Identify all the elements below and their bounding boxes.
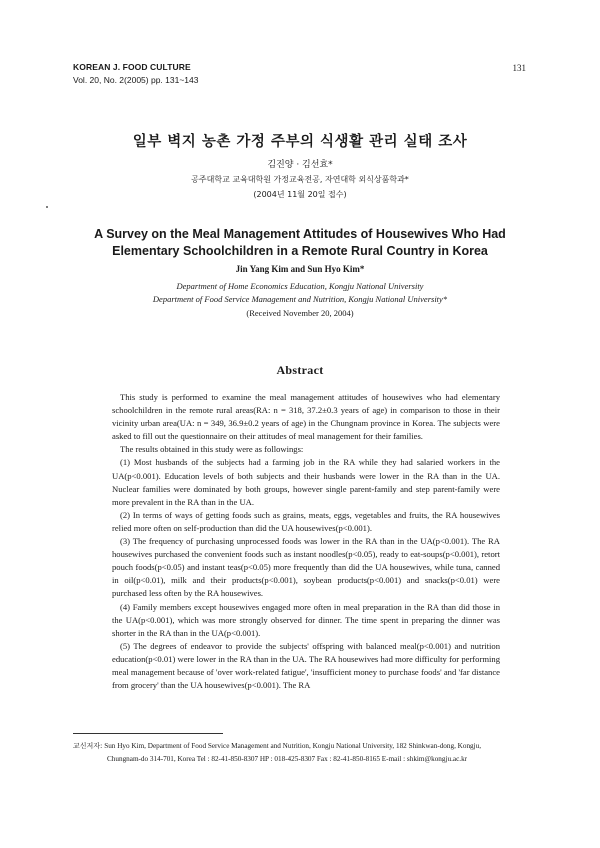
english-authors: Jin Yang Kim and Sun Hyo Kim* — [235, 264, 365, 274]
footnote-text: Chungnam-do 314-701, Korea Tel : 82-41-850-8307 HP : 018-425-8307 Fax : 82-41-850-8165 E-mail : shkim@kongju.ac.kr — [107, 755, 468, 763]
english-affiliation — [60, 280, 540, 306]
abstract-body — [112, 391, 500, 692]
korean-affiliation: 공주대학교 교육대학원 가정교육전공, 자연대학 외식상품학과* — [191, 175, 409, 184]
abstract-paragraph: This study is performed to examine the meal management attitudes of housewives who had elementary schoolchildren in the remote rural areas(RA: n = 318, 37.2±0.3 years of age) in comparison to those in their vicinity urban area(UA: n = 349, 36.9±0.2 years of age) in the Chungnam province in Korea. The subjects were asked to fill out the questionnaire on their attitudes of meal management for their families. — [112, 392, 500, 442]
affiliation-line: Department of Food Service Management and Nutrition, Kongju National University* — [152, 294, 448, 304]
page-number: 131 — [512, 63, 526, 73]
affiliation-line: Department of Home Economics Education, Kongju National University — [176, 281, 424, 291]
korean-authors: 김진양 · 김선효* — [267, 160, 333, 170]
scan-speck — [46, 206, 48, 208]
abstract-paragraph: (4) Family members except housewives engaged more often in meal preparation in the RA than did those in the UA(p<0.001), which was more strongly observed for dinner. The time spent in preparing the dinner was shorter in the RA than in the UA(p<0.001). — [112, 601, 500, 638]
journal-name: KOREAN J. FOOD CULTURE — [73, 62, 191, 72]
abstract-heading: Abstract — [276, 363, 324, 377]
abstract-paragraph: (5) The degrees of endeavor to provide the subjects' offspring with balanced meal(p<0.001) and nutrition education(p<0.01) were lower in the RA than in the UA. The RA housewives had more difficulty for performing meal management because of 'over work-related fatigue', 'insufficient money to purchase foods' and 'far distance from grocery' than the UA housewives(p<0.001). The RA — [112, 640, 500, 691]
english-title-line: Elementary Schoolchildren in a Remote Rural Country in Korea — [112, 244, 488, 258]
korean-received-date: (2004년 11월 20일 접수) — [253, 190, 347, 199]
abstract-paragraph: The results obtained in this study were as followings: — [120, 444, 304, 455]
corresponding-author-footnote — [73, 740, 528, 766]
footnote-line — [73, 740, 528, 753]
abstract-paragraph: (2) In terms of ways of getting foods such as grains, meats, eggs, vegetables and fruits, the RA housewives relied more often on self-production than did the UA housewives(p<0.001). — [112, 509, 500, 533]
english-title-line: A Survey on the Meal Management Attitudes of Housewives Who Had — [94, 227, 506, 241]
footnote-divider — [73, 733, 223, 734]
volume-info: Vol. 20, No. 2(2005) pp. 131~143 — [73, 75, 199, 85]
english-title — [60, 226, 540, 260]
journal-header — [73, 62, 198, 85]
footnote-text: Sun Hyo Kim, Department of Food Service Management and Nutrition, Kongju National University, 182 Shinkwan-dong, Kongju, — [104, 742, 482, 750]
footnote-label: 교신저자: — [73, 742, 103, 750]
abstract-paragraph: (1) Most husbands of the subjects had a farming job in the RA while they had salaried workers in the UA(p<0.001). Education levels of both subjects and their husbands were lower in the RA than in the UA. Nuclear families were dominated by both groups, however single parent-family and step parent-family were more prevalent in the RA than in the UA. — [112, 457, 500, 507]
english-received-date: (Received November 20, 2004) — [246, 308, 354, 318]
abstract-paragraph: (3) The frequency of purchasing unprocessed foods was lower in the RA than in the UA(p<0.001). The RA housewives purchased the convenient foods such as instant noodles(p<0.05), ready to eat-soups(p<0.001), retort pouch foods(p<0.05) and instant teas(p<0.05) more frequently than did the UA housewives, while tuna, canned in oil(p<0.01), milk and their products(p<0.001), soybean products(p<0.001) and snacks(p<0.01) were purchased less often by the RA housewives. — [112, 536, 500, 599]
korean-title: 일부 벽지 농촌 가정 주부의 식생활 관리 실태 조사 — [132, 134, 468, 150]
